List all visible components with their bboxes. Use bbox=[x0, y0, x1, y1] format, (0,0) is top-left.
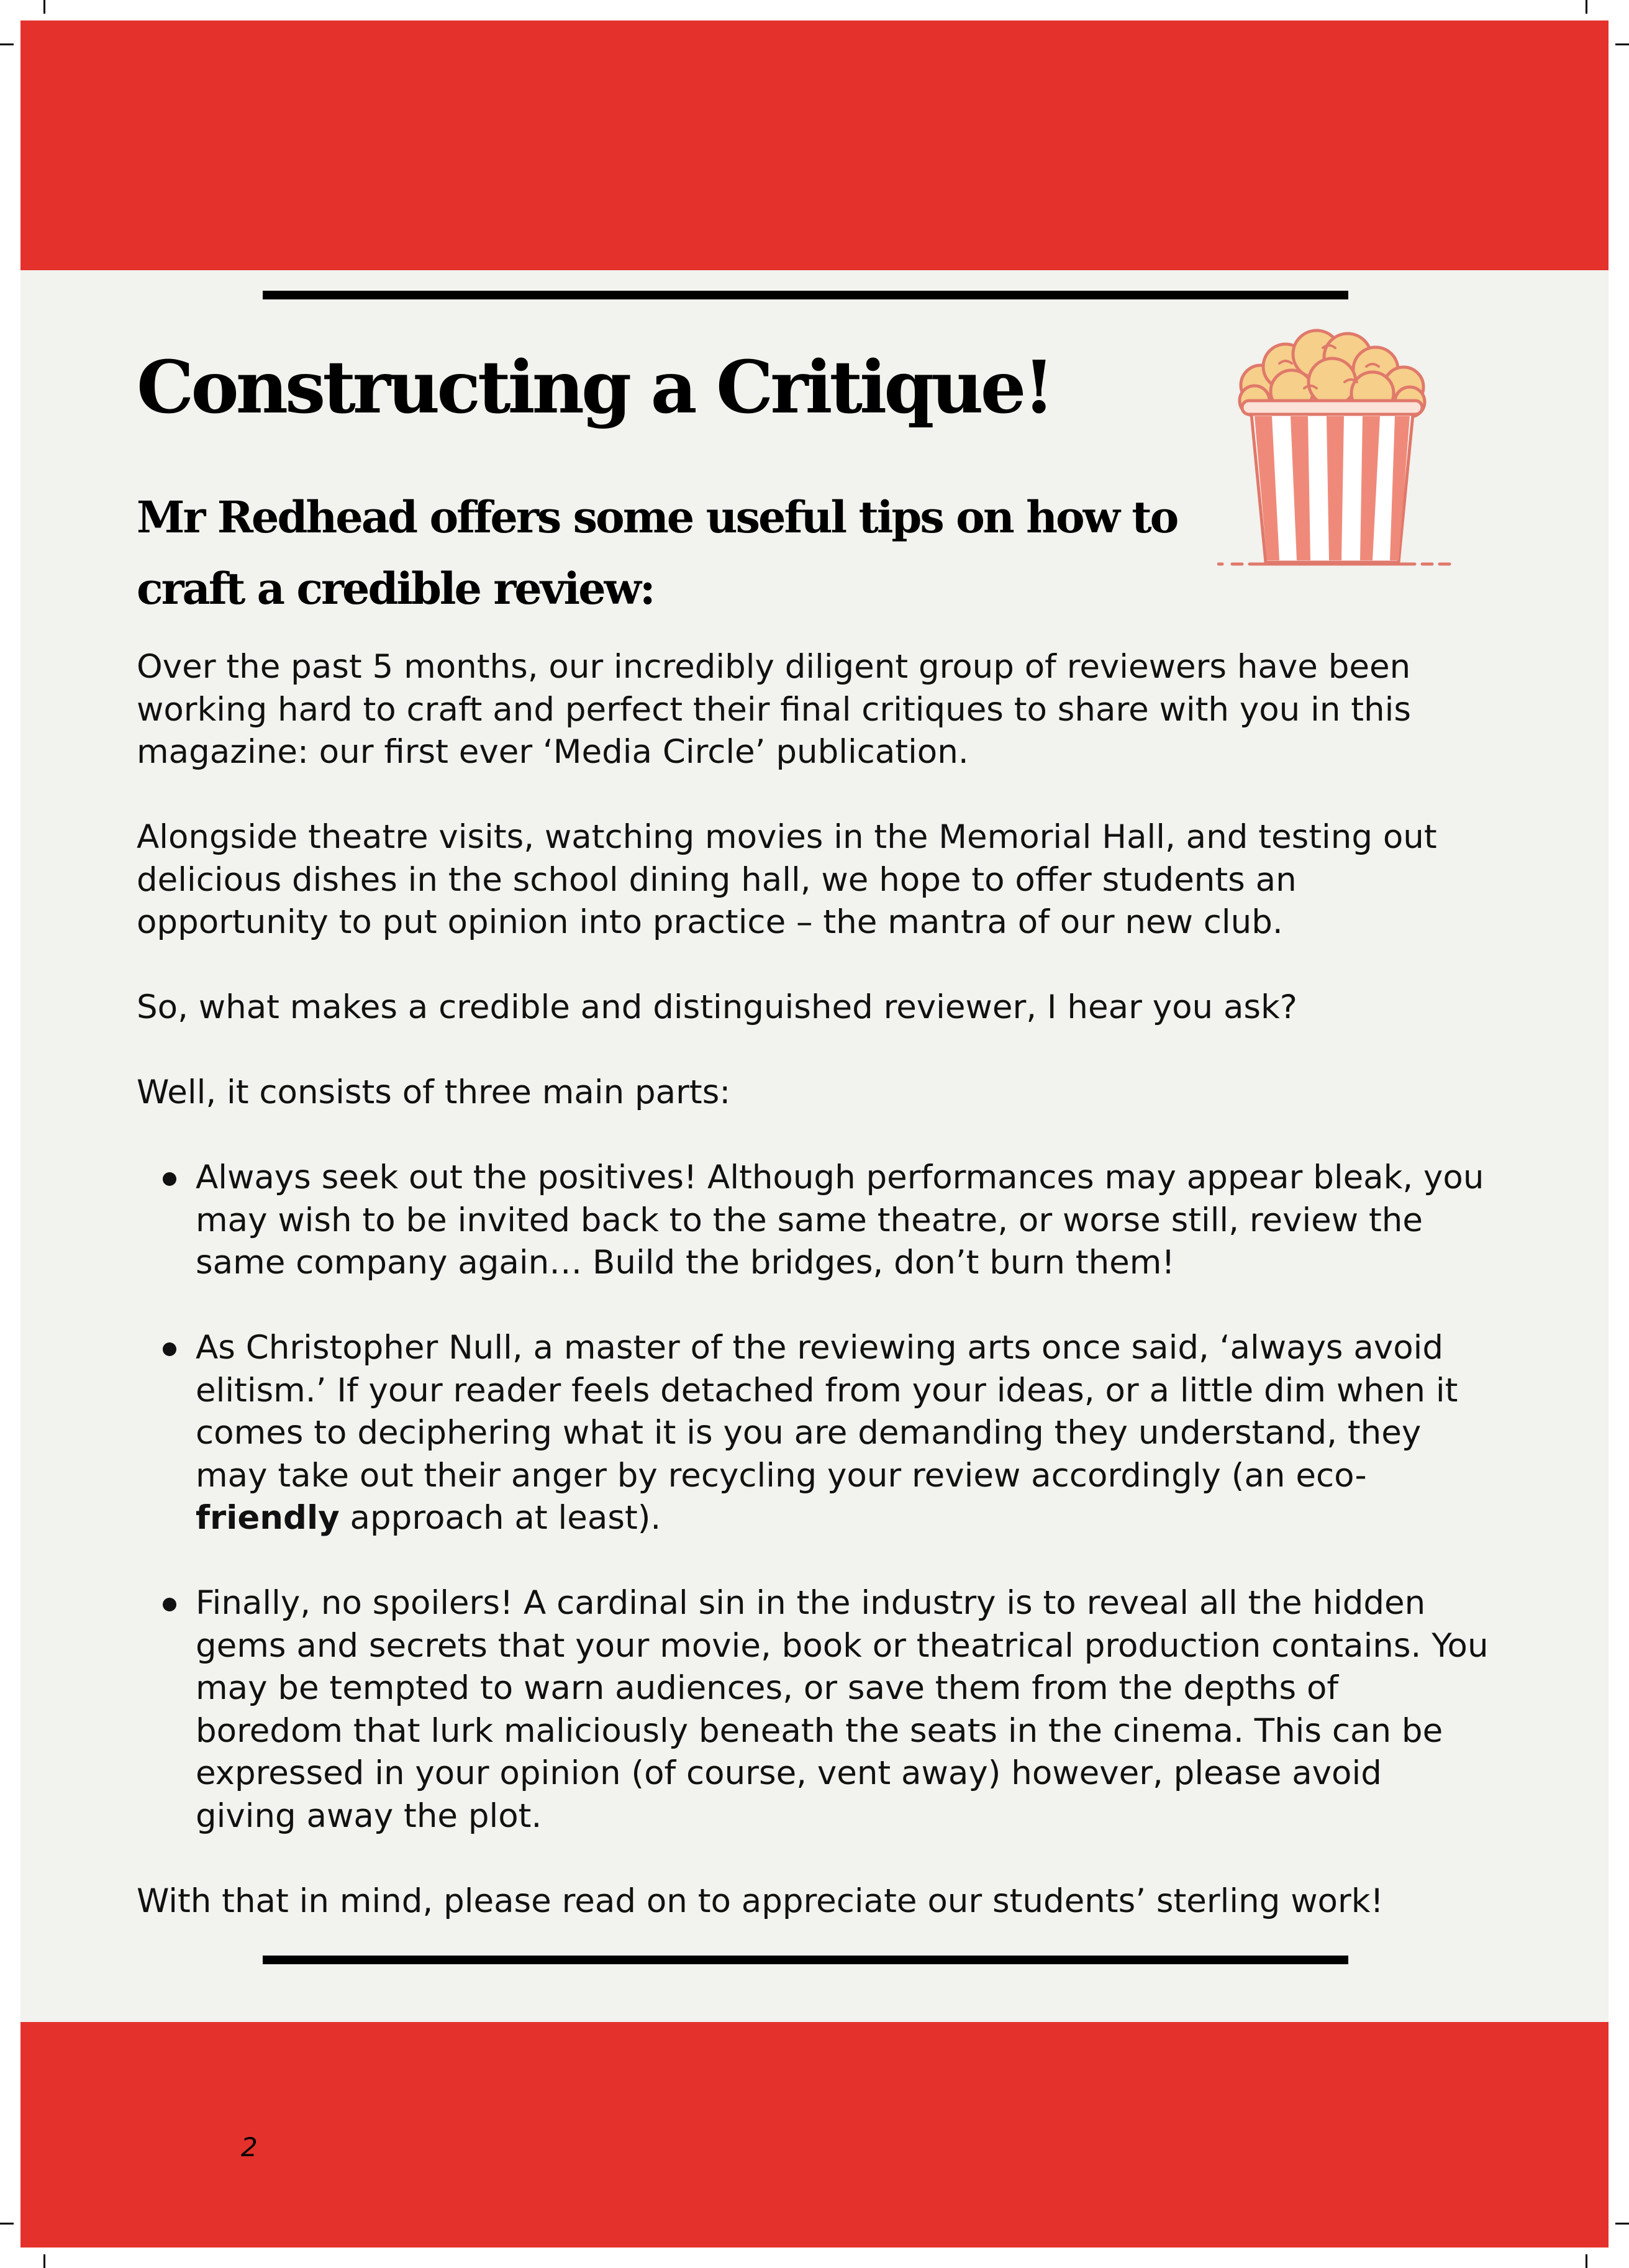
tip-emphasis: friendly bbox=[196, 1499, 340, 1537]
page-subtitle: Mr Redhead offers some useful tips on how to craft a credible review: bbox=[137, 491, 1178, 614]
intro-paragraph: Well, it consists of three main parts: bbox=[137, 1073, 731, 1111]
crop-mark bbox=[43, 2254, 45, 2268]
top-divider bbox=[263, 291, 1348, 299]
tips-list bbox=[137, 1157, 1491, 1838]
page-title: Constructing a Critique! bbox=[137, 345, 1052, 430]
crop-mark bbox=[0, 43, 14, 45]
bottom-divider bbox=[263, 1956, 1348, 1964]
crop-mark bbox=[0, 2223, 14, 2225]
bullet-icon bbox=[163, 1172, 176, 1186]
bullet-icon bbox=[163, 1342, 176, 1356]
list-item bbox=[137, 1157, 1491, 1285]
page-number: 2 bbox=[241, 2132, 258, 2162]
popcorn-icon bbox=[1217, 314, 1453, 575]
intro-paragraph: Alongside theatre visits, watching movies in the Memorial Hall, and testing out delicious dishes in the school dining hall, we hope to offer students an opportunity to put opinion into practice – the mantra of our new club. bbox=[137, 818, 1437, 941]
crop-mark bbox=[1586, 2254, 1587, 2268]
tip-text: Always seek out the positives! Although performances may appear bleak, you may wish to be invited back to the same theatre, or worse still, review the same company again… Build the bridges, don’t burn them! bbox=[196, 1159, 1484, 1282]
bottom-red-band bbox=[20, 2022, 1609, 2248]
crop-mark bbox=[1615, 43, 1629, 45]
tip-text: approach at least). bbox=[339, 1499, 661, 1537]
crop-mark bbox=[1615, 2223, 1629, 2225]
tip-text: Finally, no spoilers! A cardinal sin in the industry is to reveal all the hidden gems and secrets that your movie, book or theatrical production contains. You may be tempted to warn audiences, or save them from the depths of boredom that lurk maliciously beneath the seats in the cinema. This can be expressed in your opinion (of course, vent away) however, please avoid giving away the plot. bbox=[196, 1584, 1489, 1835]
crop-mark bbox=[43, 0, 45, 14]
article-body bbox=[137, 646, 1491, 1923]
top-red-band bbox=[20, 20, 1609, 270]
list-item bbox=[137, 1327, 1491, 1540]
intro-paragraph: Over the past 5 months, our incredibly diligent group of reviewers have been working hard to craft and perfect their final critiques to share with you in this magazine: our first ever ‘Media Circle’ publication. bbox=[137, 648, 1411, 771]
intro-paragraph: So, what makes a credible and distinguished reviewer, I hear you ask? bbox=[137, 988, 1297, 1026]
crop-mark bbox=[1586, 0, 1587, 14]
tip-text: As Christopher Null, a master of the reviewing arts once said, ‘always avoid elitism.’ If your reader feels detached from your ideas, or a little dim when it comes to deciphering what it is you are demanding they understand, they may take out their anger by recycling your review accordingly (an eco- bbox=[196, 1329, 1458, 1495]
closing-paragraph: With that in mind, please read on to appreciate our students’ sterling work! bbox=[137, 1882, 1384, 1920]
list-item bbox=[137, 1582, 1491, 1838]
bullet-icon bbox=[163, 1598, 176, 1611]
